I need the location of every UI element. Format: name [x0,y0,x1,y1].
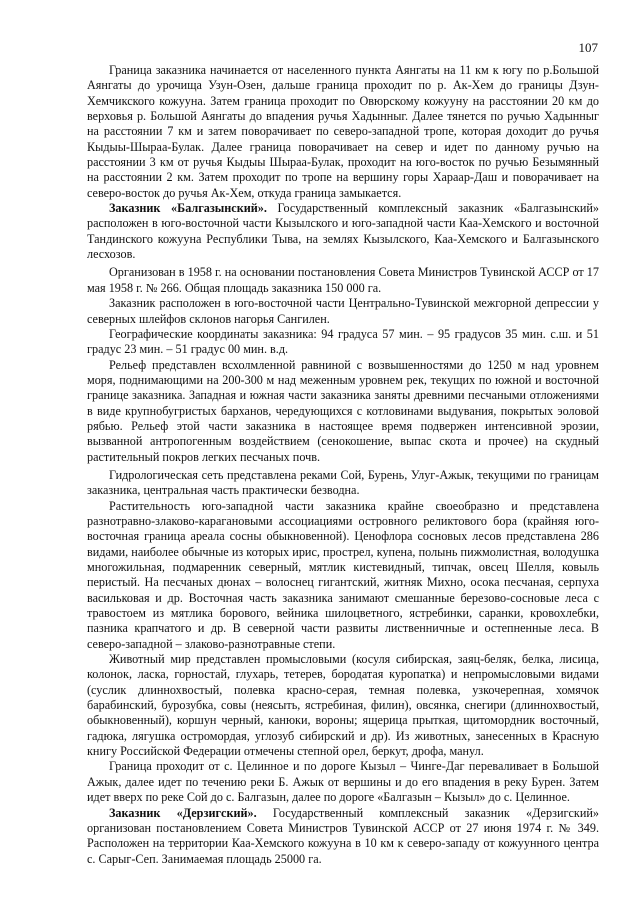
paragraph: Заказник «Балгазынский». Государственный комплексный заказник «Балгазынский» расположен в юго-восточной части Кызылского и юго-западной части Каа-Хемского и восточной Тандинского кожууна Республики Тыва, на землях Кызылского, Каа-Хемского и Балгазынского лесхозов. [87,201,600,262]
paragraph: Граница заказника начинается от населенного пункта Аянгаты на 11 км к югу по р.Большой Аянгаты до урочища Узун-Озен, дальше граница проходит по р. Ак-Хем до границы Дзун-Хемчикского кожууна. Затем граница проходит по Овюрскому кожууну на расстоянии 20 км до верховья р. Большой Аянгаты до впадения ручья Хадынныг. Далее тянется по ручью Хадынныг на расстоянии 7 км и затем поворачивает по северо-западной тропе, которая доходит до ручья Кыдыы-Шыраа-Булак. Далее граница поворачивает на север и идет по данному ручью на расстоянии 3 км от ручья Кыдыы Шыраа-Булак, проходит на юго-восток по ручью Безымянный на расстоянии 2 км. Затем проходит по тропе на вершину горы Хараар-Даш и поворачивает на северо-восток до ручья Ак-Хем, откуда граница замыкается. [87,63,599,200]
paragraph: Организован в 1958 г. на основании постановления Совета Министров Тувинской АССР от 17 мая 1958 г. № 266. Общая площадь заказника 150 000 га. [87,265,599,295]
paragraph: Животный мир представлен промысловыми (косуля сибирская, заяц-беляк, белка, лисица, колонок, ласка, горностай, глухарь, тетерев, бородатая куропатка) и непромысловыми видами (суслик длиннохвостый, полевка красно-серая, темная полевка, узкочерепная, хомячок барабинский, бурозубка, совы (неясыть, ястребиная, филин), овсянка, снегири (длиннохвостый, обыкновенный), коршун черный, канюки, вороны; ящерица прыткая, щитомордник восточный, гадюка, лягушка остромордая, углозуб сибирский и др). Из животных, занесенных в Красную книгу Российской Федерации отмечены степной орел, беркут, дрофа, манул. [87,652,599,759]
paragraph: Заказник расположен в юго-восточной части Центрально-Тувинской межгорной депрессии у северных шлейфов склонов нагорья Сангилен. [87,296,599,326]
body-text [87,63,599,867]
page-number: 107 [578,40,598,55]
paragraph: Заказник «Дерзигский». Государственный комплексный заказник «Дерзигский» организован постановлением Совета Министров Тувинской АССР от 27 июня 1974 г. № 349. Расположен на территории Каа-Хемского кожууна в 10 км к северо-западу от кожуунного центра с. Сарыг-Сеп. Занимаемая площадь 25000 га. [87,805,599,866]
section-heading: Заказник «Балгазынский». [109,201,267,216]
paragraph: Географические координаты заказника: 94 градуса 57 мин. – 95 градусов 35 мин. с.ш. и 51 градус 23 мин. – 51 градус 00 мин. в.д. [87,326,599,357]
paragraph: Рельеф представлен всхолмленной равниной с возвышенностями до 1250 м над уровнем моря, поднимающими на 200-300 м над меженным уровнем рек, текущих по южной и восточной границе заказника. Западная и южная части заказника заняты древними песчаными отложениями в виде крупнобугристых барханов, чередующихся с котловинами выдувания, покрытых эоловой рябью. Рельеф этой части заказника в настоящее время подвержен интенсивной эрозии, вызванной антропогенным воздействием (сенокошение, выпас скота и прочее) на скудный растительный покров легких песчаных почв. [87,357,599,464]
paragraph: Граница проходит от с. Целинное и по дороге Кызыл – Чинге-Даг переваливает в Большой Ажык, далее идет по течению реки Б. Ажык от вершины и до его впадения в реку Бурен. Затем идет вверх по реке Сой до с. Балгазын, далее по дороге «Балгазын – Кызыл» до с. Целинное. [87,759,599,805]
section-heading: Заказник «Дерзигский». [109,805,257,820]
paragraph: Растительность юго-западной части заказника крайне своеобразно и представлена разнотравно-злаково-карагановыми ассоциациями островного реликтового бора (крайняя юго-восточная граница ареала сосны обыкновенной). Ценофлора сосновых лесов представлена 286 видами, наиболее обычные из которых ирис, прострел, купена, полынь пижмолистная, володушка многожильная, подмаренник северный, мятлик кистевидный, типчак, овсец Шелля, ковыль перистый. На песчаных дюнах – волоснец гигантский, житняк Михно, осока песчаная, серпуха васильковая и др. Восточная часть заказника занимают смешанные березово-сосновые леса с травостоем из мятлика борового, вейника шилоцветного, ястребинки, саранки, кровохлебки, пазника крапчатого и др. В северной части развиты лиственничные и остепненные леса. В северо-западной – злаково-разнотравные степи. [87,498,599,651]
paragraph: Гидрологическая сеть представлена реками Сой, Бурень, Улуг-Ажык, текущими по границам заказника, центральная часть практически безводна. [87,467,599,498]
